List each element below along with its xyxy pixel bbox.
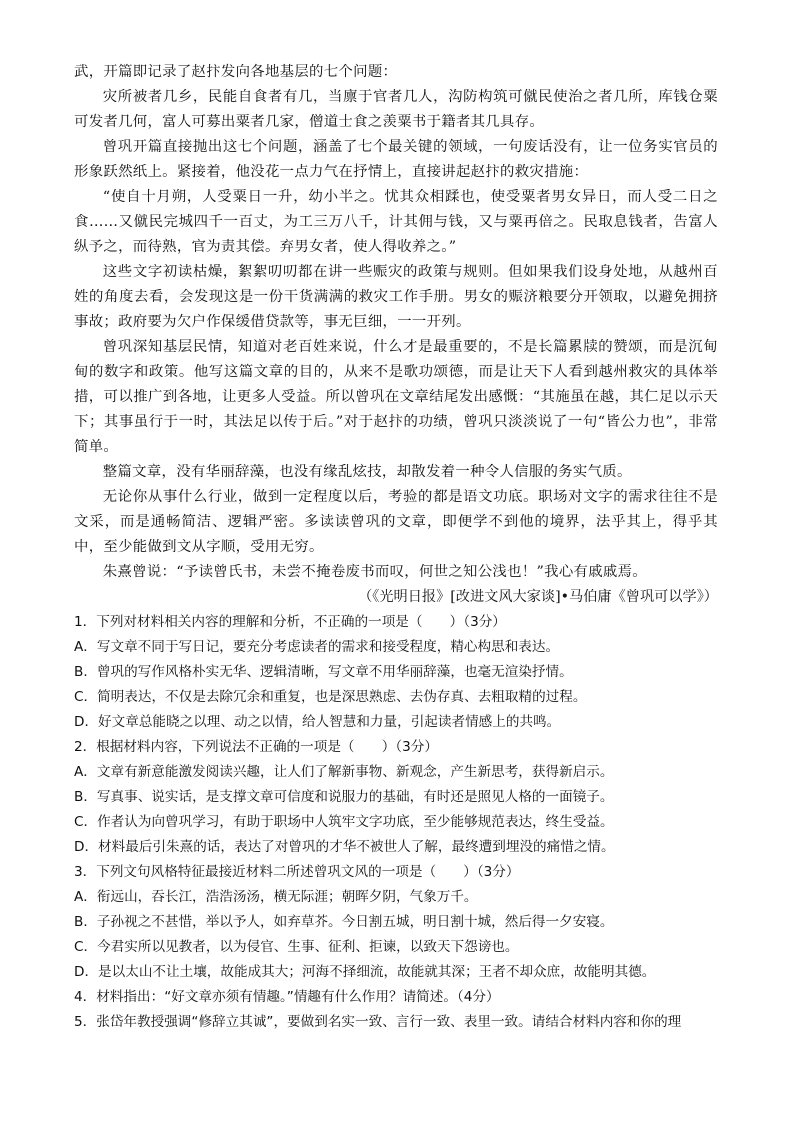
option-a: A．写文章不同于写日记，要充分考虑读者的需求和接受程度，精心构思和表达。: [74, 639, 560, 655]
question-5: [74, 1010, 718, 1035]
question-4: [74, 985, 718, 1010]
article-paragraph: 曾巩深知基层民情，知道对老百姓来说，什么才是最重要的，不是长篇累牍的赞颂，而是沉甸甸的数字和政策。他写这篇文章的目的，从来不是歌功颂德，而是让天下人看到越州救灾的具体举措，可以推广到各地，让更多人受益。所以曾巩在文章结尾发出感慨：“其施虽在越，其仁足以示天下；其事虽行于一时，其法足以传于后。”对于赵抃的功绩，曾巩只淡淡说了一句“皆公力也”，非常简单。: [74, 339, 718, 455]
article: [74, 60, 718, 610]
question-3: [74, 860, 718, 985]
question-1: [74, 610, 718, 735]
article-paragraph: 武，开篇即记录了赵抃发向各地基层的七个问题：: [74, 64, 398, 80]
option-d: D．是以太山不让土壤，故能成其大；河海不择细流，故能就其深；王者不却众庶，故能明其德。: [74, 964, 656, 980]
question-stem: 4．材料指出：“好文章亦须有情趣。”情趣有什么作用？请简述。（4分）: [74, 989, 500, 1005]
option-b: B．曾巩的写作风格朴实无华、逻辑清晰，写文章不用华丽辞藻，也毫无渲染抒情。: [74, 664, 573, 680]
option-b: B．子孙视之不甚惜，举以予人，如弃草芥。今日割五城，明日割十城，然后得一夕安寝。: [74, 914, 614, 930]
option-d: D．材料最后引朱熹的话，表达了对曾巩的才华不被世人了解，最终遭到埋没的痛惜之情。: [74, 839, 615, 855]
article-source: （《光明日报》[改进文风大家谈]•马伯庸《曾巩可以学》）: [358, 589, 718, 605]
question-stem: 5．张岱年教授强调“修辞立其诚”，要做到名实一致、言行一致、表里一致。请结合材料内容和你的理: [74, 1014, 682, 1030]
article-paragraph: 整篇文章，没有华丽辞藻，也没有缘乱炫技，却散发着一种令人信服的务实气质。: [102, 464, 632, 480]
article-paragraph: “使自十月朔，人受粟日一升，幼小半之。忧其众相蹂也，使受粟者男女异日，而人受二日之食……又僦民完城四千一百丈，为工三万八千，计其佣与钱，又与粟再倍之。民取息钱者，告富人纵予之，而待熟，官为责其偿。弃男女者，使人得收养之。”: [74, 189, 718, 255]
option-c: C．今君实所以见教者，以为侵官、生事、征利、拒谏，以致天下怨谤也。: [74, 939, 519, 955]
option-d: D．好文章总能晓之以理、动之以情，给人智慧和力量，引起读者情感上的共鸣。: [74, 714, 561, 730]
question-stem: 2．根据材料内容，下列说法不正确的一项是（ ）（3分）: [74, 739, 438, 755]
article-paragraph: 无论你从事什么行业，做到一定程度以后，考验的都是语文功底。职场对文字的需求往往不是文采，而是通畅简洁、逻辑严密。多读读曾巩的文章，即便学不到他的境界，法乎其上，得乎其中，至少能做到文从字顺，受用无穷。: [74, 489, 718, 555]
question-stem: 1．下列对材料相关内容的理解和分析，不正确的一项是（ ）（3分）: [74, 614, 506, 630]
article-paragraph: 这些文字初读枯燥，絮絮叨叨都在讲一些赈灾的政策与规则。但如果我们设身处地，从越州百姓的角度去看，会发现这是一份干货满满的救灾工作手册。男女的赈济粮要分开领取，以避免拥挤事故；政府要为欠户作保缓借贷款等，事无巨细，一一开列。: [74, 264, 718, 330]
option-a: A．文章有新意能激发阅读兴趣，让人们了解新事物、新观念，产生新思考，获得新启示。: [74, 764, 614, 780]
question-2: [74, 735, 718, 860]
option-a: A．衔远山，吞长江，浩浩汤汤，横无际涯；朝晖夕阴，气象万千。: [74, 889, 478, 905]
article-paragraph: 灾所被者几乡，民能自食者有几，当廪于官者几人，沟防构筑可僦民使治之者几所，库钱仓粟可发者几何，富人可募出粟者几家，僧道士食之羡粟书于籍者其几具存。: [74, 89, 718, 130]
question-stem: 3．下列文句风格特征最接近材料二所述曾巩文风的一项是（ ）（3分）: [74, 864, 520, 880]
article-paragraph: 朱熹曾说：“予读曾氏书，未尝不掩卷废书而叹，何世之知公浅也！”我心有戚戚焉。: [102, 564, 647, 580]
article-paragraph: 曾巩开篇直接抛出这七个问题，涵盖了七个最关键的领域，一句废话没有，让一位务实官员的形象跃然纸上。紧接着，他没花一点力气在抒情上，直接讲起赵抃的救灾措施：: [74, 139, 718, 180]
option-b: B．写真事、说实话，是支撑文章可信度和说服力的基础，有时还是照见人格的一面镜子。: [74, 789, 614, 805]
option-c: C．简明表达，不仅是去除冗余和重复，也是深思熟虑、去伪存真、去粗取精的过程。: [74, 689, 587, 705]
option-c: C．作者认为向曾巩学习，有助于职场中人筑牢文字功底，至少能够规范表达，终生受益。: [74, 814, 614, 830]
